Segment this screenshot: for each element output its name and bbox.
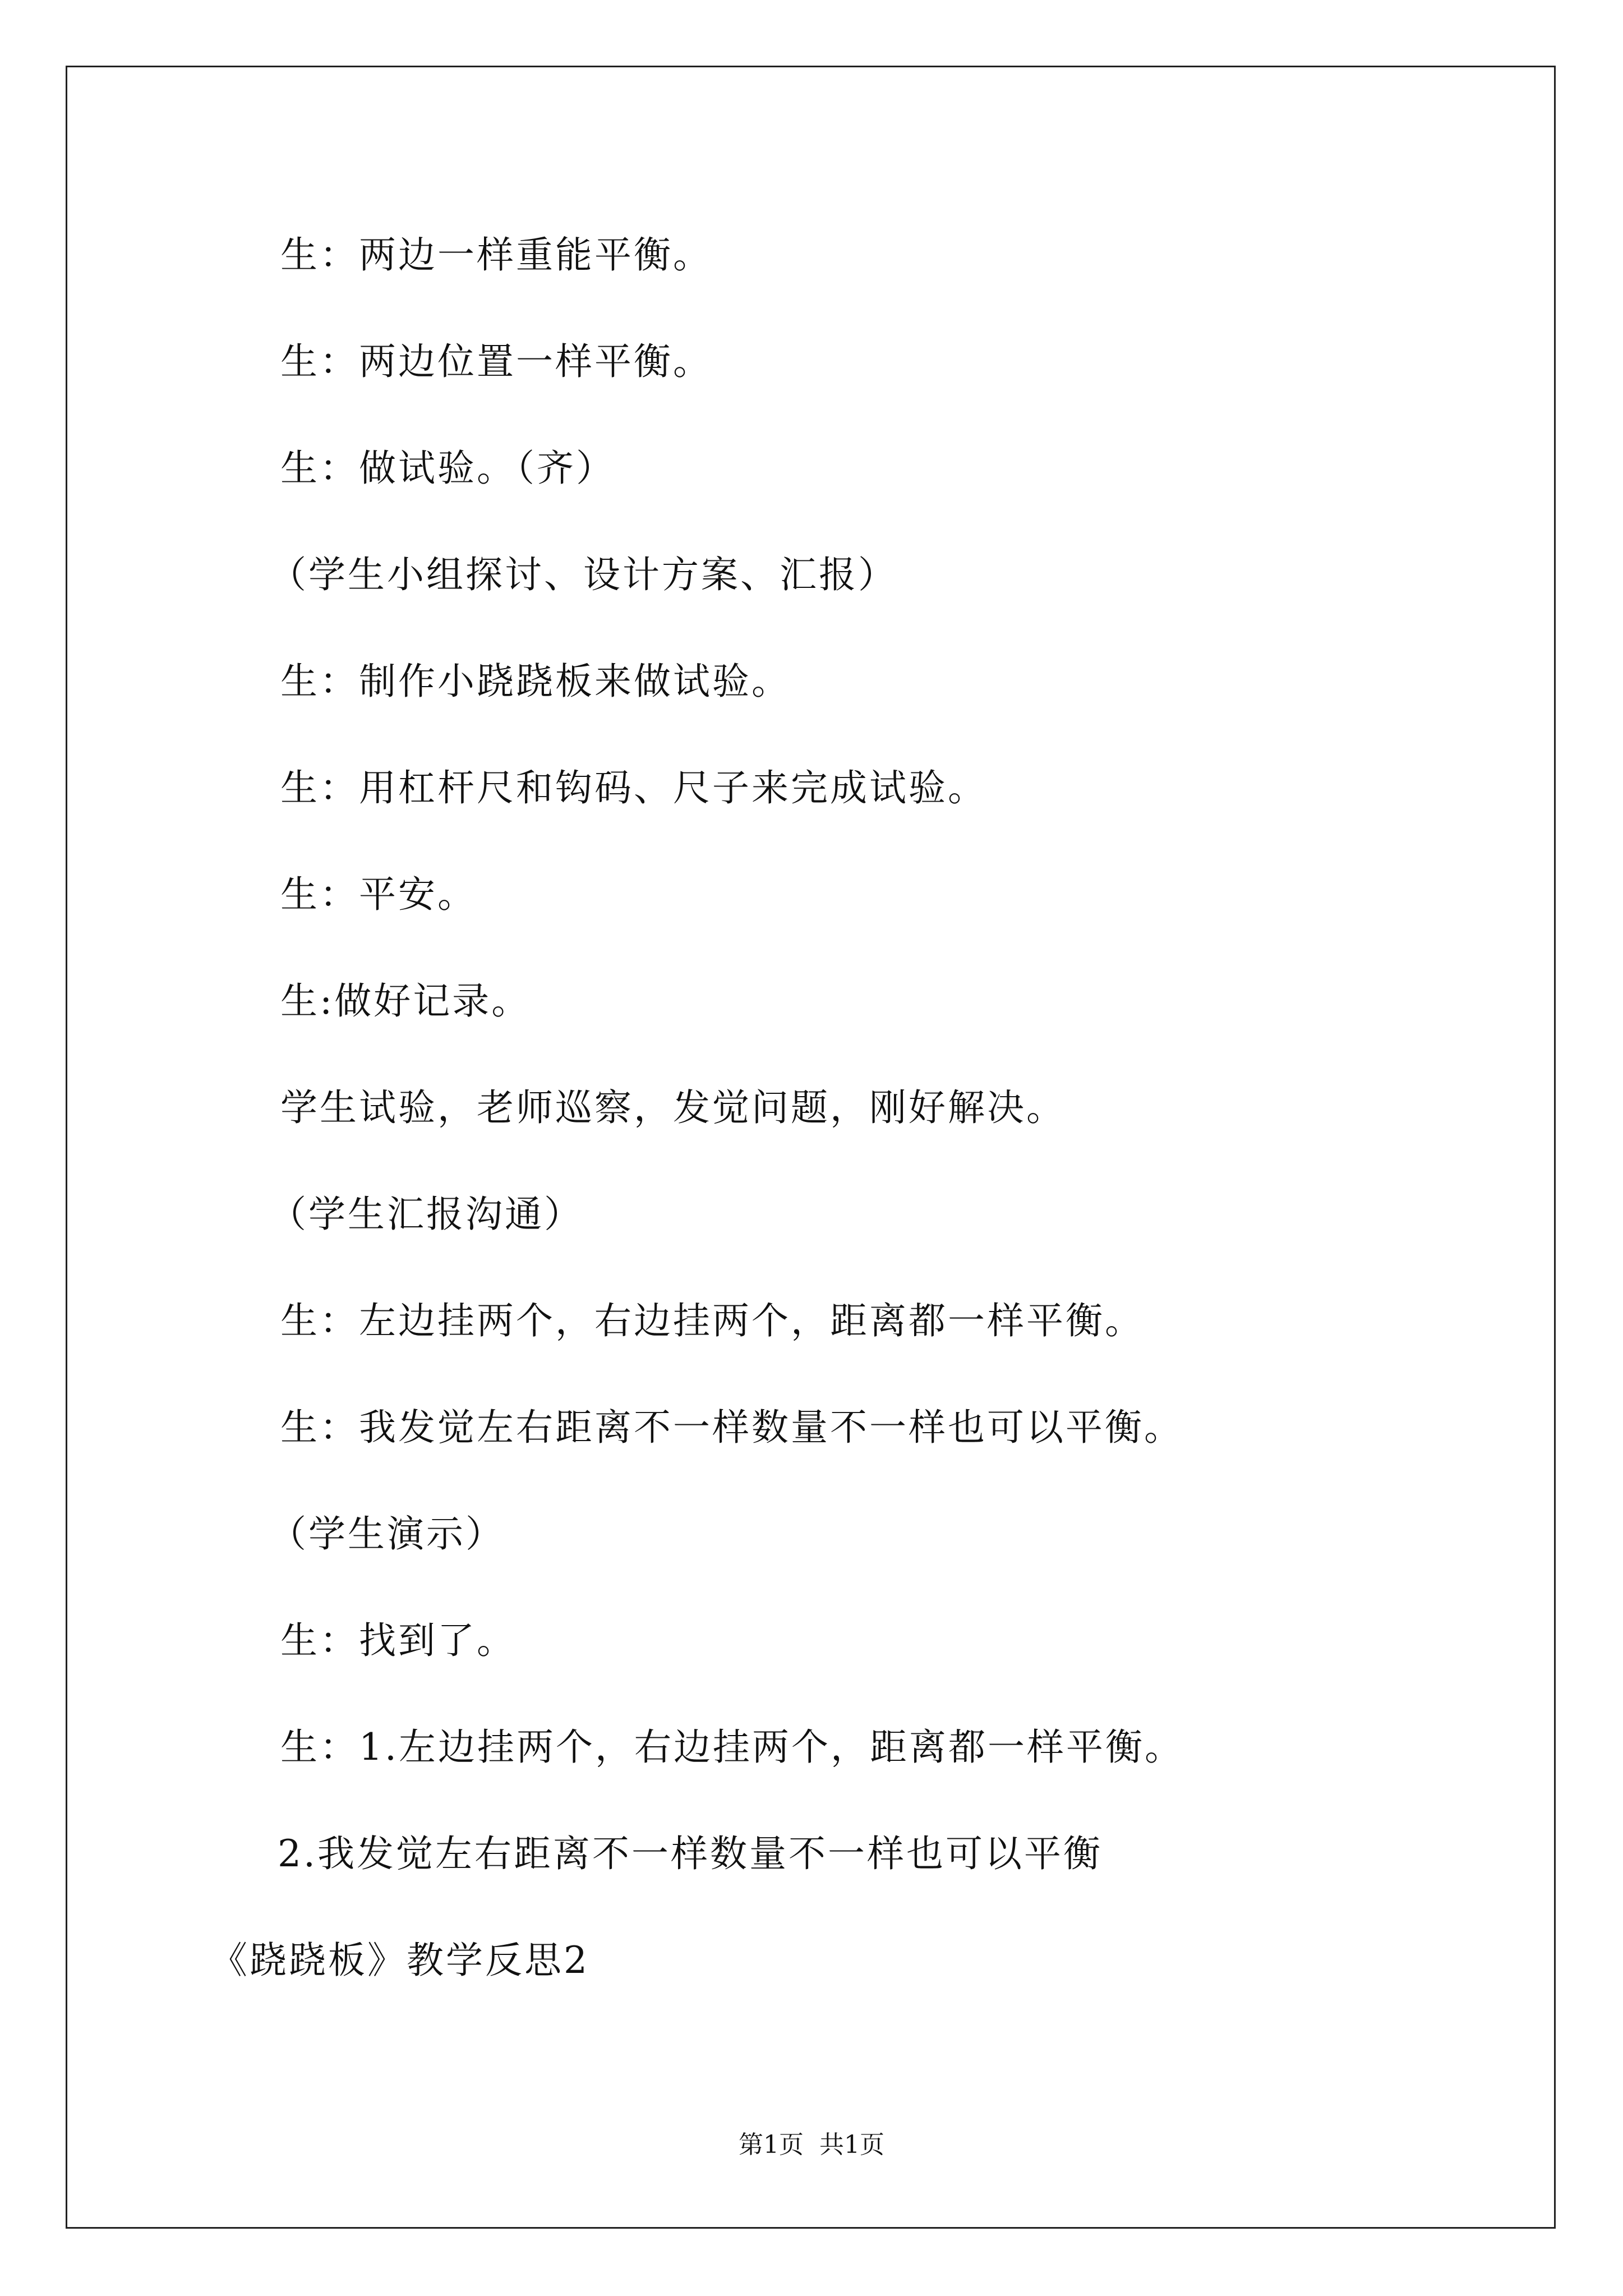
text-line: （学生汇报沟通） [269, 1193, 583, 1236]
text-line: 生：找到了。 [280, 1619, 516, 1662]
text-line: 生：两边一样重能平衡。 [280, 233, 712, 277]
page-number: 第1页 [739, 2131, 804, 2159]
text-line: 生：平安。 [280, 873, 477, 916]
text-line: 生：做试验。（齐） [280, 447, 615, 490]
page-total: 共1页 [819, 2131, 884, 2159]
text-line: （学生小组探讨、设计方案、汇报） [269, 553, 897, 596]
text-line: 生:做好记录。 [280, 979, 531, 1023]
page-frame [66, 66, 1556, 2229]
text-line: 生：1.左边挂两个，右边挂两个，距离都一样平衡。 [280, 1726, 1184, 1769]
text-line: 生：我发觉左右距离不一样数量不一样也可以平衡。 [280, 1406, 1183, 1449]
page-footer [0, 2131, 1623, 2160]
text-line: （学生演示） [269, 1512, 505, 1556]
text-line: 生：用杠杆尺和钩码、尺子来完成试验。 [280, 766, 987, 809]
text-line: 生：左边挂两个，右边挂两个，距离都一样平衡。 [280, 1299, 1144, 1342]
text-line: 生：两边位置一样平衡。 [280, 340, 712, 383]
text-line: 2.我发觉左右距离不一样数量不一样也可以平衡 [278, 1832, 1103, 1875]
section-heading: 《跷跷板》教学反思2 [210, 1939, 589, 1982]
text-line: 学生试验，老师巡察，发觉问题，刚好解决。 [280, 1086, 1066, 1129]
text-line: 生：制作小跷跷板来做试验。 [280, 660, 791, 703]
